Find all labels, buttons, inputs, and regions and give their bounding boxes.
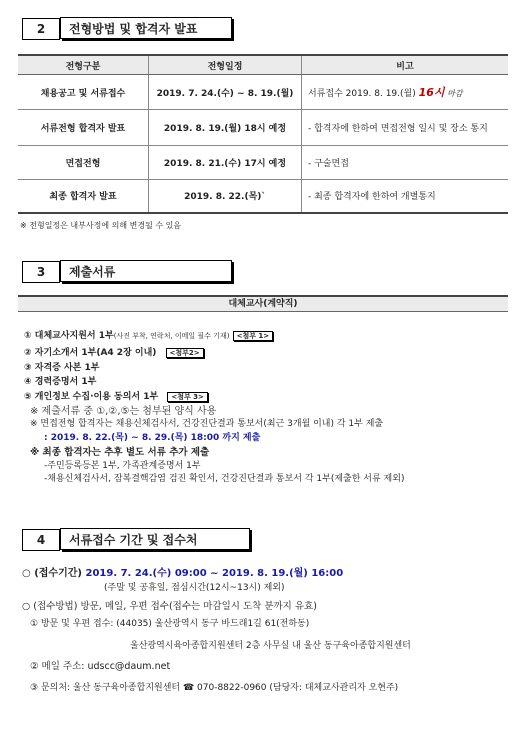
note-forms: ※ 제출서류 중 ①,②,⑤는 첨부된 양식 사용 xyxy=(30,406,217,417)
item-mark: ③ xyxy=(24,363,32,373)
attachment-tag: <첨부 1> xyxy=(233,331,274,341)
header-date: 전형일정 xyxy=(149,55,302,75)
row-note: - 최종 합격자에 한하여 개별통지 xyxy=(302,180,509,213)
row-type: 채용공고 및 서류접수 xyxy=(18,75,149,110)
schedule-table xyxy=(18,54,508,214)
email-line: ② 메일 주소: udscc@daum.net xyxy=(30,661,171,672)
row-date: 2019. 8. 21.(수) 17시 예정 xyxy=(149,146,302,180)
item-mark: ① xyxy=(24,331,32,341)
item-text: 자격증 사본 1부 xyxy=(34,363,100,373)
contact-line: ③ 문의처: 울산 동구육아종합지원센터 ☎ 070-8822-0960 (담당자: 대체교사관리자 오현주) xyxy=(30,683,399,693)
attachment-tag: <첨부 3> xyxy=(167,392,208,402)
table-row xyxy=(18,146,508,180)
attachment-tag: <첨부2> xyxy=(166,348,204,358)
row-date: 2019. 8. 19.(월) 18시 예정 xyxy=(149,110,302,146)
section-2-number: 2 xyxy=(22,18,60,40)
item-text: 개인정보 수집·이용 동의서 1부 xyxy=(34,392,159,402)
doc-item-4 xyxy=(24,374,96,387)
row-type: 면접전형 xyxy=(18,146,149,180)
schedule-footnote: ※ 전형일정은 내부사정에 의해 변경될 수 있음 xyxy=(20,221,182,230)
item-mark: ② xyxy=(24,348,32,358)
doc-item-3 xyxy=(24,360,99,373)
documents-header-bar xyxy=(18,295,508,312)
period-sub: (주말 및 공휴일, 점심시간(12시~13시) 제외) xyxy=(104,583,285,593)
doc-item-1 xyxy=(24,328,273,341)
header-type: 전형구분 xyxy=(18,55,149,75)
row-type: 서류전형 합격자 발표 xyxy=(18,110,149,146)
period-label: ○ (접수기간) xyxy=(22,568,86,579)
section-3-title: 제출서류 xyxy=(60,260,232,282)
row-date: 2019. 8. 22.(목)` xyxy=(149,180,302,213)
item-text: 대체교사지원서 1부 xyxy=(34,331,114,341)
section-4-title: 서류접수 기간 및 접수처 xyxy=(60,528,250,550)
note-final: ※ 최종 합격자는 추후 별도 서류 추가 제출 xyxy=(30,447,210,458)
deadline-hour: 16시 xyxy=(418,86,445,99)
note-interview: ※ 면접전형 합격자는 채용신체검사서, 건강진단결과 통보서(최근 3개월 이내) 각 1부 제출 xyxy=(30,419,384,429)
row-note: - 구술면접 xyxy=(302,146,509,180)
period-line xyxy=(22,564,343,579)
doc-item-5 xyxy=(24,389,208,402)
note-final-a: -주민등록등본 1부, 가족관계증명서 1부 xyxy=(44,461,201,471)
item-text: 경력증명서 1부 xyxy=(34,377,97,387)
table-row xyxy=(18,75,508,110)
method-line: ○ (접수방법) 방문, 메일, 우편 접수(접수는 마감일시 도착 분까지 유효) xyxy=(22,601,317,612)
documents-header-title: 대체교사(계약직) xyxy=(228,299,298,309)
row-date: 2019. 7. 24.(수) ~ 8. 19.(월) xyxy=(149,75,302,110)
section-2-title: 전형방법 및 합격자 발표 xyxy=(60,17,232,39)
note-suffix: 마감 xyxy=(444,89,463,98)
row-type: 최종 합격자 발표 xyxy=(18,180,149,213)
section-3-number: 3 xyxy=(22,261,60,283)
item-mark: ④ xyxy=(24,377,32,387)
note-final-b: -채용신체검사서, 잠복결핵감염 검진 확인서, 건강진단결과 통보서 각 1부(제출한 서류 제외) xyxy=(44,474,405,484)
visit-line: ① 방문 및 우편 접수: (44035) 울산광역시 동구 바드래1길 61(전하동) xyxy=(30,619,310,629)
note-prefix: 서류접수 2019. 8. 19.(월) xyxy=(308,89,419,99)
item-text: 자기소개서 1부(A4 2장 이내) xyxy=(34,348,157,358)
table-header-row xyxy=(18,55,508,75)
doc-item-2 xyxy=(24,345,204,358)
visit-sub: 울산광역시육아종합지원센터 2층 사무실 내 울산 동구육아종합지원센터 xyxy=(130,641,411,651)
row-note: - 합격자에 한하여 면접전형 일시 및 장소 통지 xyxy=(302,110,509,146)
section-4-number: 4 xyxy=(22,529,60,551)
item-note: (사진 부착, 연락처, 이메일 필수 기재) xyxy=(113,332,230,340)
header-note: 비고 xyxy=(302,55,509,75)
table-row xyxy=(18,180,508,213)
row-note xyxy=(302,75,509,110)
item-mark: ⑤ xyxy=(24,392,32,402)
note-interview-date: : 2019. 8. 22.(목) ~ 8. 29.(목) 18:00 까지 제출 xyxy=(44,433,261,443)
period-value: 2019. 7. 24.(수) 09:00 ~ 2019. 8. 19.(월) 16:00 xyxy=(85,568,344,579)
table-row xyxy=(18,110,508,146)
